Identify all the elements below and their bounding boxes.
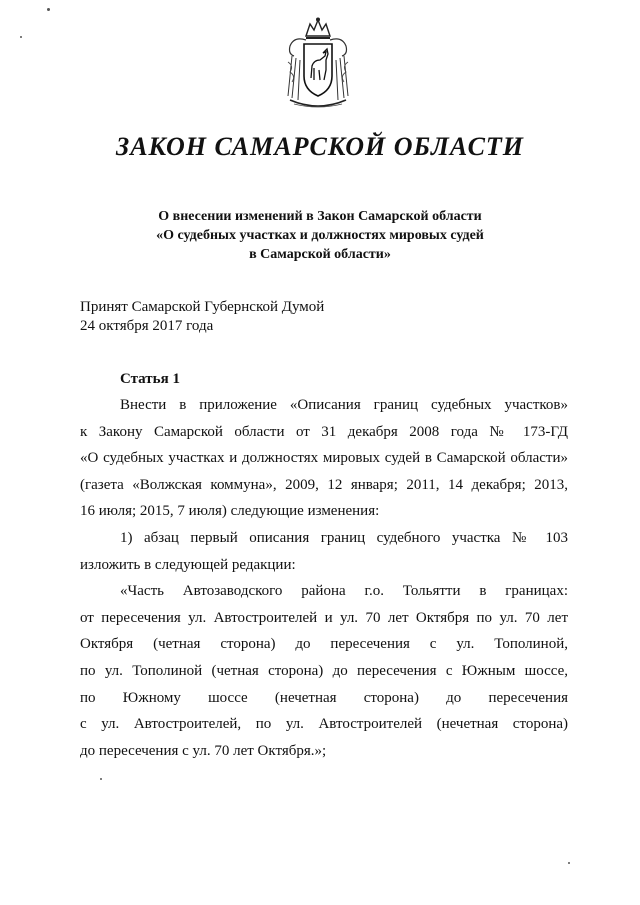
adoption-date: 24 октября 2017 года [80, 318, 214, 334]
body-line: к Закону Самарской области от 31 декабря 2008 года № 173-ГД [80, 423, 568, 440]
body-line: с ул. Автостроителей, по ул. Автостроителей (нечетная сторона) [80, 716, 568, 733]
body-line: от пересечения ул. Автостроителей и ул. 70 лет Октября по ул. 70 лет [80, 609, 568, 626]
scan-speck [20, 36, 22, 38]
coat-of-arms-emblem [284, 16, 352, 112]
scan-speck [47, 8, 50, 11]
body-line: Октября (четная сторона) до пересечения с ул. Тополиной, [80, 636, 568, 653]
body-line: «Часть Автозаводского района г.о. Тольятти в границах: [120, 583, 568, 600]
body-line: 1) абзац первый описания границ судебного участка № 103 [120, 529, 568, 546]
scan-speck [568, 862, 570, 864]
subtitle-line: О внесении изменений в Закон Самарской области [158, 209, 482, 224]
body-line: до пересечения с ул. 70 лет Октября.»; [80, 742, 327, 759]
subtitle-line: в Самарской области» [249, 247, 391, 262]
subtitle-line: «О судебных участках и должностях мировых судей [156, 228, 484, 243]
law-subtitle [0, 207, 640, 264]
law-title: ЗАКОН САМАРСКОЙ ОБЛАСТИ [115, 132, 525, 161]
article-body [80, 392, 568, 764]
body-line: (газета «Волжская коммуна», 2009, 12 января; 2011, 14 декабря; 2013, [80, 476, 568, 493]
body-line: Внести в приложение «Описания границ судебных участков» [120, 397, 568, 413]
adoption-note [80, 298, 324, 336]
body-line: по ул. Тополиной (четная сторона) до пересечения с Южным шоссе, [80, 662, 568, 679]
body-line: по Южному шоссе (нечетная сторона) до пересечения [80, 689, 568, 706]
scan-speck [100, 778, 102, 780]
body-line: изложить в следующей редакции: [80, 556, 296, 573]
body-line: 16 июля; 2015, 7 июля) следующие изменения: [80, 503, 380, 520]
adoption-line: Принят Самарской Губернской Думой [80, 299, 325, 315]
body-line: «О судебных участках и должностях мировых судей в Самарской области» [80, 450, 568, 467]
article-heading: Статья 1 [120, 371, 180, 387]
